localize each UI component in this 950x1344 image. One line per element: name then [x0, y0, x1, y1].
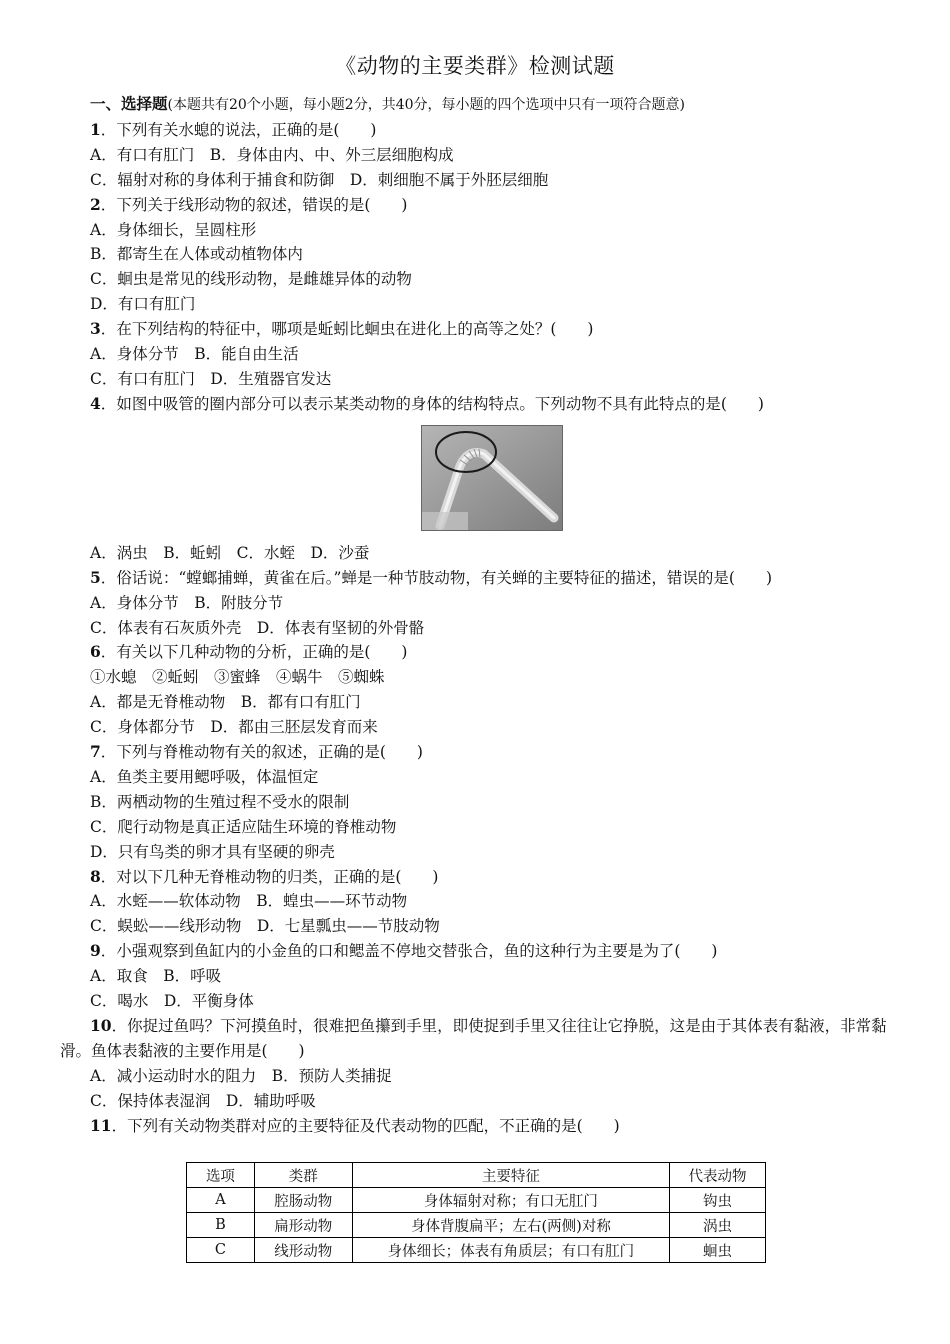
option-line: A．都是无脊椎动物 B．都有口有肛门 — [90, 693, 361, 712]
straw-holder — [422, 512, 468, 530]
question-number: 1 — [90, 119, 101, 139]
question-stem: 对以下几种无脊椎动物的归类，正确的是( ) — [116, 867, 439, 886]
question-2: 2．下列关于线形动物的叙述，错误的是( ) — [90, 194, 408, 214]
question-number: 10 — [90, 1016, 112, 1035]
question-number: 3 — [90, 319, 101, 339]
table-row — [187, 1238, 766, 1263]
table-cell: C — [187, 1238, 255, 1263]
section-note: (本题共有20个小题，每小题2分，共40分，每小题的四个选项中只有一项符合题意) — [167, 97, 685, 113]
question-stem: 你捉过鱼吗？下河摸鱼时，很难把鱼攥到手里，即使捉到手里又往往让它挣脱，这是由于其体表有黏液，非常黏滑。鱼体表黏液的主要作用是( ) — [60, 1017, 887, 1060]
table-cell: A — [187, 1188, 255, 1213]
option-line: C．体表有石灰质外壳 D．体表有坚韧的外骨骼 — [90, 618, 425, 637]
option-line: A．身体分节 B．附肢分节 — [90, 593, 284, 612]
question-list — [60, 92, 900, 1139]
option-line: C．身体都分节 D．都由三胚层发育而来 — [90, 718, 378, 737]
option-line: D．只有鸟类的卵才具有坚硬的卵壳 — [90, 842, 335, 861]
question-number: 2 — [90, 194, 101, 214]
option-line: A．涡虫 B．蚯蚓 C．水蛭 D．沙蚕 — [90, 543, 370, 562]
table-cell: 身体细长；体表有角质层；有口有肛门 — [352, 1238, 669, 1263]
question-stem: 小强观察到鱼缸内的小金鱼的口和鳃盖不停地交替张合，鱼的这种行为主要是为了( ) — [116, 942, 718, 961]
question-11: 11．下列有关动物类群对应的主要特征及代表动物的匹配，不正确的是( ) — [90, 1115, 620, 1135]
question-stem: 下列关于线形动物的叙述，错误的是( ) — [116, 195, 408, 214]
question-1: 1．下列有关水螅的说法，正确的是( ) — [90, 119, 377, 139]
option-line: A．水蛭——软体动物 B．蝗虫——环节动物 — [90, 892, 408, 911]
table-header-cell: 选项 — [187, 1163, 255, 1188]
straw-photo — [421, 425, 563, 531]
section-head: 一、选择题 — [90, 94, 168, 113]
option-line: C．蛔虫是常见的线形动物，是雌雄异体的动物 — [90, 270, 412, 289]
table-cell: 扁形动物 — [254, 1213, 352, 1238]
table-row — [187, 1213, 766, 1238]
option-line: A．取食 B．呼吸 — [90, 967, 222, 986]
table-header-row — [187, 1163, 766, 1188]
animal-groups-table — [186, 1162, 766, 1263]
question-8: 8．对以下几种无脊椎动物的归类，正确的是( ) — [90, 866, 439, 886]
table-cell: 线形动物 — [254, 1238, 352, 1263]
table-header-cell: 类群 — [254, 1163, 352, 1188]
option-line: C．辐射对称的身体利于捕食和防御 D．刺细胞不属于外胚层细胞 — [90, 170, 549, 189]
question-5: 5．俗话说：“螳螂捕蝉，黄雀在后。”蝉是一种节肢动物，有关蝉的主要特征的描述，错误的是( ) — [90, 567, 773, 587]
option-line: B．两栖动物的生殖过程不受水的限制 — [90, 792, 350, 811]
option-line: A．身体分节 B．能自由生活 — [90, 345, 299, 364]
question-7: 7．下列与脊椎动物有关的叙述，正确的是( ) — [90, 742, 423, 762]
table-cell: B — [187, 1213, 255, 1238]
question-stem: 如图中吸管的圈内部分可以表示某类动物的身体的结构特点。下列动物不具有此特点的是( ) — [116, 394, 764, 413]
question-number: 4 — [90, 393, 101, 413]
question-4: 4．如图中吸管的圈内部分可以表示某类动物的身体的结构特点。下列动物不具有此特点的是( ) — [90, 393, 764, 413]
question-number: 5 — [90, 567, 101, 587]
table-cell: 腔肠动物 — [254, 1188, 352, 1213]
option-line: A．减小运动时水的阻力 B．预防人类捕捉 — [90, 1066, 392, 1085]
option-line: C．爬行动物是真正适应陆生环境的脊椎动物 — [90, 817, 397, 836]
option-line: A．身体细长，呈圆柱形 — [90, 220, 257, 239]
question-3: 3．在下列结构的特征中，哪项是蚯蚓比蛔虫在进化上的高等之处？( ) — [90, 319, 594, 339]
page-title: 《动物的主要类群》检测试题 — [335, 54, 615, 78]
question-stem: 俗话说：“螳螂捕蝉，黄雀在后。”蝉是一种节肢动物，有关蝉的主要特征的描述，错误的是( ) — [116, 568, 773, 587]
table-row — [187, 1188, 766, 1213]
question-stem: 在下列结构的特征中，哪项是蚯蚓比蛔虫在进化上的高等之处？( ) — [116, 320, 594, 339]
question-number: 7 — [90, 742, 101, 762]
question-number: 9 — [90, 941, 101, 961]
question-9: 9．小强观察到鱼缸内的小金鱼的口和鳃盖不停地交替张合，鱼的这种行为主要是为了( ) — [90, 941, 718, 961]
straw-illustration — [422, 426, 562, 530]
table-cell: 钩虫 — [670, 1188, 766, 1213]
question-10: 10．你捉过鱼吗？下河摸鱼时，很难把鱼攥到手里，即使捉到手里又往往让它挣脱，这是由于其体表有黏液，非常黏滑。鱼体表黏液的主要作用是( ) — [60, 1016, 887, 1060]
option-line: A．有口有肛门 B．身体由内、中、外三层细胞构成 — [90, 145, 454, 164]
question-stem: 下列有关动物类群对应的主要特征及代表动物的匹配，不正确的是( ) — [127, 1116, 620, 1135]
option-line: C．保持体表湿润 D．辅助呼吸 — [90, 1091, 316, 1110]
option-line: D．有口有肛门 — [90, 295, 196, 314]
option-line: C．喝水 D．平衡身体 — [90, 992, 254, 1011]
question-stem: 有关以下几种动物的分析，正确的是( ) — [116, 643, 408, 662]
option-line: A．鱼类主要用鳃呼吸，体温恒定 — [90, 767, 319, 786]
table-header-cell: 主要特征 — [352, 1163, 669, 1188]
option-line: ①水螅 ②蚯蚓 ③蜜蜂 ④蜗牛 ⑤蜘蛛 — [90, 668, 385, 687]
table-header-cell: 代表动物 — [670, 1163, 766, 1188]
question-number: 6 — [90, 642, 101, 662]
question-stem: 下列与脊椎动物有关的叙述，正确的是( ) — [116, 743, 423, 762]
table-cell: 涡虫 — [670, 1213, 766, 1238]
question-number: 8 — [90, 866, 101, 886]
option-line: C．蜈蚣——线形动物 D．七星瓢虫——节肢动物 — [90, 917, 440, 936]
question-number: 11 — [90, 1115, 112, 1135]
table-cell: 身体辐射对称；有口无肛门 — [352, 1188, 669, 1213]
table-cell: 身体背腹扁平；左右(两侧)对称 — [352, 1213, 669, 1238]
option-line: C．有口有肛门 D．生殖器官发达 — [90, 369, 332, 388]
question-stem: 下列有关水螅的说法，正确的是( ) — [116, 120, 377, 139]
question-6: 6．有关以下几种动物的分析，正确的是( ) — [90, 642, 408, 662]
table-cell: 蛔虫 — [670, 1238, 766, 1263]
option-line: B．都寄生在人体或动植物体内 — [90, 245, 303, 264]
section-header — [60, 92, 900, 118]
